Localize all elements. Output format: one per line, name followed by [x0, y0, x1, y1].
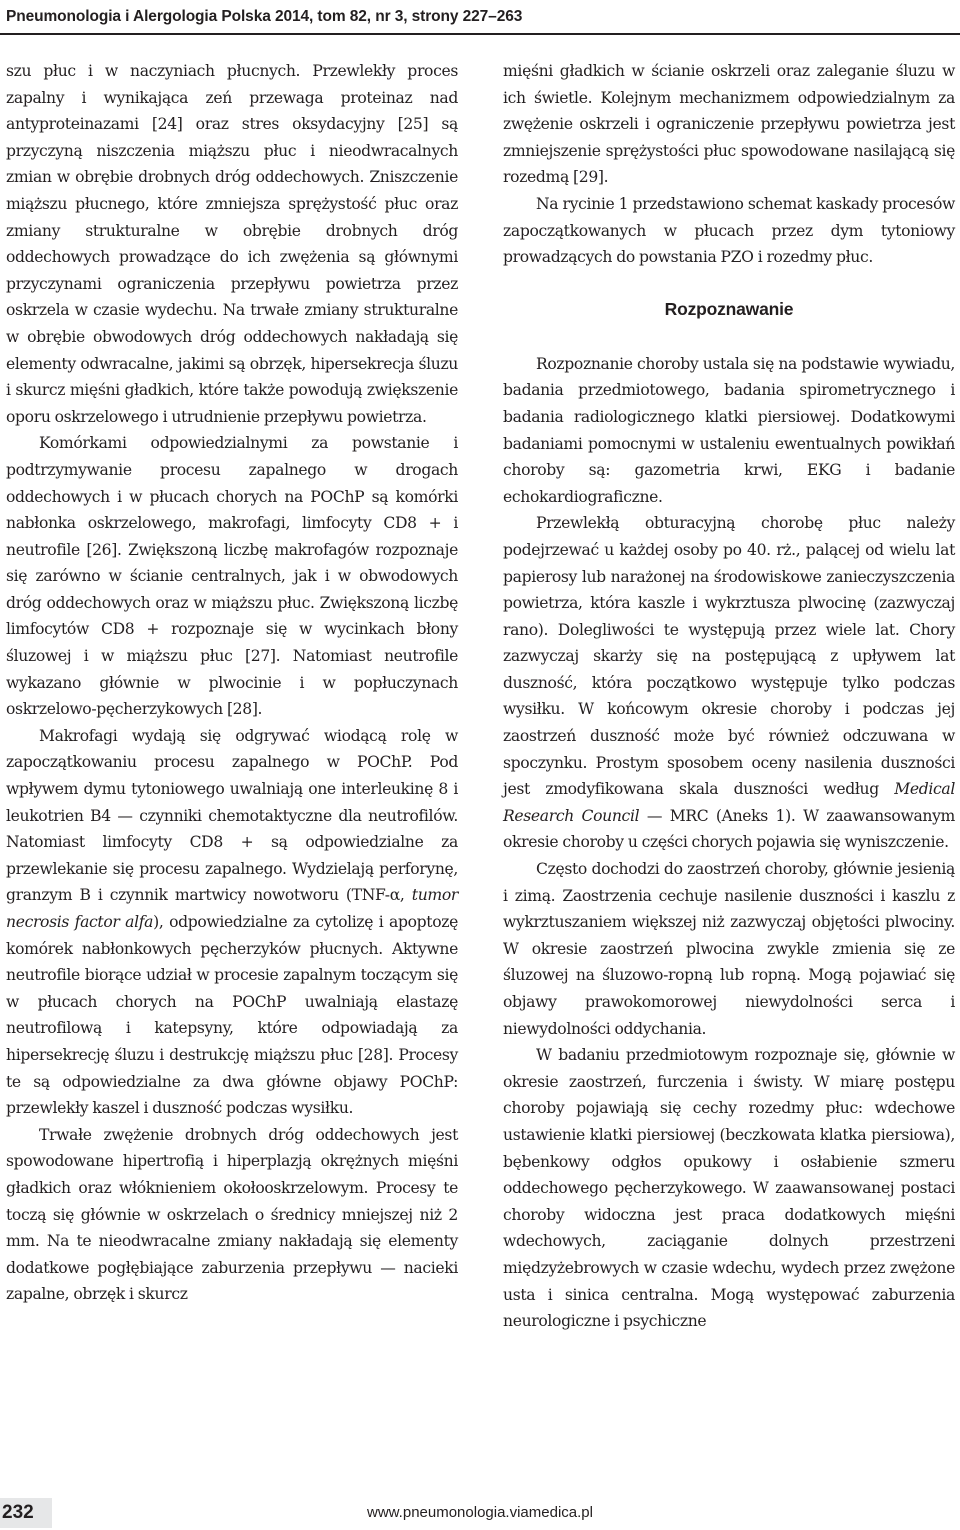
paragraph: Komórkami odpowiedzialnymi za powstanie i podtrzymywanie procesu zapalnego w drogach oddechowych i w płucach chorych na POChP są komórki nabłonka oskrzelowego, makrofagi, limfocyty CD8 + i neutrofile [26]. Zwiększoną liczbę makrofagów rozpoznaje się zarówno w ścianie centralnych, jak i w obwodowych dróg oddechowych oraz w miąższu płuc. Zwiększoną liczbę limfocytów CD8 + rozpoznaje się w wycinkach błony śluzowej i w miąższu płuc [27]. Natomiast neutrofile wykazano głównie w plwocinie i w popłuczynach oskrzelowo-pęcherzykowych [28]. [6, 434, 458, 719]
paragraph: W badaniu przedmiotowym rozpoznaje się, głównie w okresie zaostrzeń, furczenia i świsty. W miarę postępu choroby pojawiają się cechy rozedmy płuc: wdechowe ustawienie klatki piersiowej (beczkowata klatka piersiowa), bębenkowy odgłos opukowy i osłabienie szmeru oddechowego pęcherzykowego. W zaawansowanej postaci choroby widoczna jest praca dodatkowych mięśni wdechowych, zaciąganie dolnych przestrzeni międzyżebrowych w czasie wdechu, wydech przez zwężone usta i sinica centralna. Mogą występować zaburzenia neurologiczne i psychiczne [503, 1046, 955, 1331]
left-column [6, 58, 458, 1308]
section-heading: Rozpoznawanie [664, 298, 794, 319]
paragraph [6, 723, 458, 1122]
paragraph: Trwałe zwężenie drobnych dróg oddechowych jest spowodowane hipertrofią i hiperplazją okrężnych mięśni gładkich oraz włóknieniem okołooskrzelowym. Procesy te toczą się głównie w oskrzelach o średnicy mniejszej niż 2 mm. Na te nieodwracalne zmiany nakładają się elementy dodatkowe pogłębiające zaburzenia przepływu — nacieki zapalne, obrzęk i skurcz [6, 1125, 458, 1304]
paragraph-text: Makrofagi wydają się odgrywać wiodącą rolę w zapoczątkowaniu procesu zapalnego w POChP. Pod wpływem dymu tytoniowego uwalniają one interleukinę 8 i leukotrien B4 — czynniki chemotaktyczne dla neutrofilów. Natomiast limfocyty CD8 + są odpowiedzialne za przewlekanie się procesu zapalnego. Wydzielają perforynę, granzym B i czynnik martwicy nowotworu (TNF-α, [6, 726, 458, 905]
paragraph-text: — MRC (Aneks 1). W zaawansowanym okresie choroby u części chorych pojawia się wyniszczenie. [503, 806, 955, 852]
paragraph: Często dochodzi do zaostrzeń choroby, głównie jesienią i zimą. Zaostrzenia cechuje nasilenie duszności i kaszlu z wykrztuszaniem większej niż zazwyczaj objętości plwociny. W okresie zaostrzeń plwocina zwykle zmienia się ze śluzowej na śluzowo-ropną lub ropną. Mogą pojawiać się objawy prawokomorowej niewydolności serca i niewydolności oddychania. [503, 860, 955, 1038]
italic-term: Medical Research Council [503, 780, 955, 825]
italic-term: tumor necrosis factor alfa [6, 886, 458, 931]
paragraph-text: Przewlekłą obturacyjną chorobę płuc należy podejrzewać u każdej osoby po 40. rż., palącej od wielu lat papierosy lub narażonej na środowiskowe zanieczyszczenia powietrza, która kaszle i wykrztusza plwocinę (zazwyczaj rano). Dolegliwości te występują przez wiele lat. Chory zazwyczaj skarży się na postępującą z upływem lat duszność, która początkowo występuje tylko podczas wysiłku. W końcowym okresie choroby i podczas jej zaostrzeń duszność może być również odczuwana w spoczynku. Prostym sposobem oceny nasilenia duszności jest zmodyfikowana skala duszności według [503, 514, 955, 799]
paragraph-continued: szu płuc i w naczyniach płucnych. Przewlekły proces zapalny i wynikająca zeń przewaga proteinaz nad antyproteinazami [24] oraz stres oksydacyjny [25] są przyczyną niszczenia miąższu płuc i nieodwracalnych zmian w obrębie drobnych dróg oddechowych. Zniszczenie miąższu płucnego, które zmniejsza sprężystość płuc oraz zmiany strukturalne w obrębie drobnych dróg oddechowych prowadzące do ich zwężenia są głównymi przyczynami ograniczenia przepływu powietrza przez oskrzela w czasie wydechu. Na trwałe zmiany strukturalne w obrębie obwodowych dróg oddechowych nakładają się elementy odwracalne, jakimi są obrzęk, hipersekrecja śluzu i skurcz mięśni gładkich, które także powodują zwiększenie oporu oskrzelowego i utrudnienie przepływu powietrza. [6, 62, 458, 426]
paragraph: Na rycinie 1 przedstawiono schemat kaskady procesów zapoczątkowanych w płucach przez dym tytoniowy prowadzących do powstania PZO i rozedmy płuc. [503, 194, 955, 267]
paragraph [503, 510, 955, 856]
header-rule [0, 33, 960, 35]
paragraph-text: ), odpowiedzialne za cytolizę i apoptozę komórek nabłonkowych pęcherzyków płucnych. Aktywne neutrofile biorące udział w procesie zapalnym toczącym się w płucach chorych na POChP uwalniają elastazę neutrofilową i katepsyny, które odpowiadają za hipersekrecję śluzu i destrukcję miąższu płuc [28]. Procesy te są odpowiedzialne za dwa główne objawy POChP: przewlekły kaszel i duszność podczas wysiłku. [6, 913, 458, 1118]
paragraph-continued: mięśni gładkich w ścianie oskrzeli oraz zaleganie śluzu w ich świetle. Kolejnym mechanizmem odpowiedzialnym za zwężenie oskrzeli i ograniczenie przepływu powietrza jest zmniejszenie sprężystości płuc spowodowane nasilającą się rozedmą [29]. [503, 62, 955, 187]
footer-url: www.pneumonologia.viamedica.pl [367, 1504, 593, 1521]
page-number: 232 [0, 1498, 52, 1528]
running-head: Pneumonologia i Alergologia Polska 2014, tom 82, nr 3, strony 227–263 [6, 8, 523, 25]
right-column [503, 58, 955, 1335]
paragraph: Rozpoznanie choroby ustala się na podstawie wywiadu, badania przedmiotowego, badania spirometrycznego i badania radiologicznego klatki piersiowej. Dodatkowymi badaniami pomocnymi w ustaleniu ewentualnych powikłań choroby są: gazometria krwi, EKG i badanie echokardiograficzne. [503, 354, 955, 506]
